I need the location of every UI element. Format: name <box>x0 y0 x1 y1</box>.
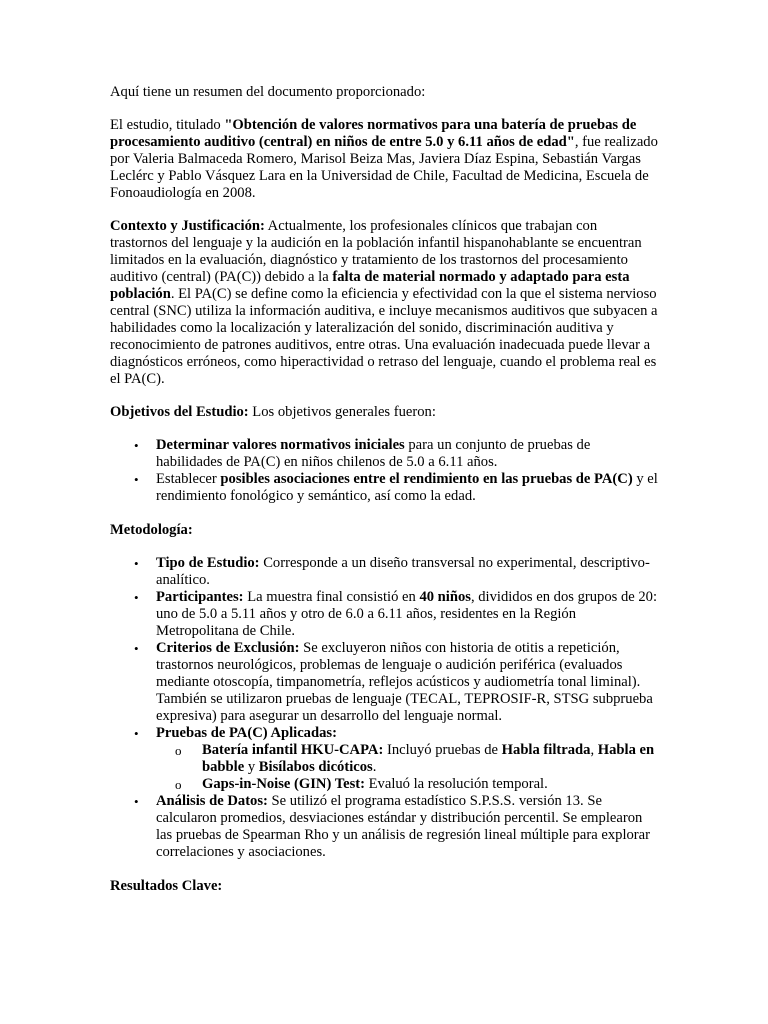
results-paragraph <box>110 878 658 895</box>
study-lead: El estudio, titulado <box>110 117 225 133</box>
context-paragraph <box>110 218 658 388</box>
participantes-bold: 40 niños <box>419 589 471 605</box>
hku-text-3: y <box>244 759 259 775</box>
hku-text-2: , <box>590 742 598 758</box>
hku-text-4: . <box>372 759 377 775</box>
objective-2-bold: posibles asociaciones entre el rendimiento en las pruebas de PA(C) <box>220 471 633 487</box>
objectives-list <box>110 437 658 505</box>
context-heading: Contexto y Justificación: <box>110 218 265 234</box>
results-heading: Resultados Clave: <box>110 878 223 894</box>
context-text-1: Actualmente, los profesionales clínicos que trabajan con trastornos del lenguaje y la audición en la población infantil hispanohablante se encuentran limitados en la evaluación, diagnóstico y tratamiento de los trastornos del procesamiento auditivo (central) (PA(C)) debido a la <box>110 218 642 285</box>
hku-bold-3: Bisílabos dicóticos <box>258 759 373 775</box>
objective-1-bold: Determinar valores normativos iniciales <box>156 437 405 453</box>
hku-text-1: Incluyó pruebas de <box>383 742 502 758</box>
study-title: "Obtención de valores normativos para una batería de pruebas de procesamiento auditivo (central) en niños de entre 5.0 y 6.11 años de edad" <box>110 117 637 150</box>
participantes-label: Participantes: <box>156 589 244 605</box>
objective-2-text-1: Establecer <box>156 471 221 487</box>
pruebas-label: Pruebas de PA(C) Aplicadas: <box>156 725 337 741</box>
gin-label: Gaps-in-Noise (GIN) Test: <box>202 776 365 792</box>
objective-item-2 <box>156 471 658 505</box>
objective-2-text-2: y el rendimiento fonológico y semántico, así como la edad. <box>156 471 658 504</box>
study-rest: , fue realizado por Valeria Balmaceda Romero, Marisol Beiza Mas, Javiera Díaz Espina, Sebastián Vargas Leclérc y Pablo Vásquez Lara en la Universidad de Chile, Facultad de Medicina, Escuela de Fonoaudiología en 2008. <box>110 134 658 201</box>
methodology-paragraph <box>110 522 658 539</box>
participantes-text-2: , divididos en dos grupos de 20: uno de 5.0 a 5.11 años y otro de 6.0 a 6.11 años, residentes en la Región Metropolitana de Chile. <box>156 589 658 639</box>
methodology-item-analisis <box>156 793 658 861</box>
objective-item-1 <box>156 437 658 471</box>
tipo-label: Tipo de Estudio: <box>156 555 260 571</box>
methodology-item-participantes <box>156 589 658 640</box>
pruebas-subitem-gin <box>202 776 658 793</box>
objective-1-text: para un conjunto de pruebas de habilidades de PA(C) en niños chilenos de 5.0 a 6.11 años. <box>156 437 591 470</box>
tipo-text: Corresponde a un diseño transversal no experimental, descriptivo-analítico. <box>156 555 650 588</box>
document-page <box>110 84 658 911</box>
criterios-label: Criterios de Exclusión: <box>156 640 300 656</box>
hku-bold-2: Habla en babble <box>202 742 655 775</box>
pruebas-sublist <box>156 742 658 793</box>
intro-paragraph <box>110 84 658 101</box>
participantes-text-1: La muestra final consistió en <box>243 589 420 605</box>
intro-text: Aquí tiene un resumen del documento proporcionado: <box>110 84 426 100</box>
methodology-list <box>110 555 658 861</box>
methodology-item-pruebas <box>156 725 658 793</box>
methodology-heading: Metodología: <box>110 522 193 538</box>
objectives-paragraph <box>110 404 658 421</box>
objectives-lead: Los objetivos generales fueron: <box>248 404 436 420</box>
objectives-heading: Objetivos del Estudio: <box>110 404 249 420</box>
context-text-2: . El PA(C) se define como la eficiencia y efectividad con la que el sistema nervioso central (SNC) utiliza la información auditiva, e incluye mecanismos auditivos que subyacen a habilidades como la localización y lateralización del sonido, discriminación auditiva y reconocimiento de patrones auditivos, entre otras. Una evaluación inadecuada puede llevar a diagnósticos erróneos, como hiperactividad o retraso del lenguaje, cuando el problema real es el PA(C). <box>110 286 658 387</box>
analisis-label: Análisis de Datos: <box>156 793 268 809</box>
gin-text: Evaluó la resolución temporal. <box>364 776 548 792</box>
analisis-text: Se utilizó el programa estadístico S.P.S.S. versión 13. Se calcularon promedios, desviaciones estándar y distribución percentil. Se emplearon las pruebas de Spearman Rho y un análisis de regresión lineal múltiple para explorar correlaciones y asociaciones. <box>156 793 651 860</box>
methodology-item-tipo <box>156 555 658 589</box>
criterios-text: Se excluyeron niños con historia de otitis a repetición, trastornos neurológicos, problemas de lenguaje o audición periférica (evaluados mediante otoscopía, timpanometría, reflejos acústicos y audiometría tonal liminal). También se utilizaron pruebas de lenguaje (TECAL, TEPROSIF-R, STSG subprueba expresiva) para asegurar un desarrollo del lenguaje normal. <box>156 640 653 724</box>
study-paragraph <box>110 117 658 202</box>
pruebas-subitem-hku <box>202 742 658 776</box>
hku-label: Batería infantil HKU-CAPA: <box>202 742 384 758</box>
context-bold: falta de material normado y adaptado para esta población <box>110 269 630 302</box>
methodology-item-criterios <box>156 640 658 725</box>
hku-bold-1: Habla filtrada <box>501 742 591 758</box>
